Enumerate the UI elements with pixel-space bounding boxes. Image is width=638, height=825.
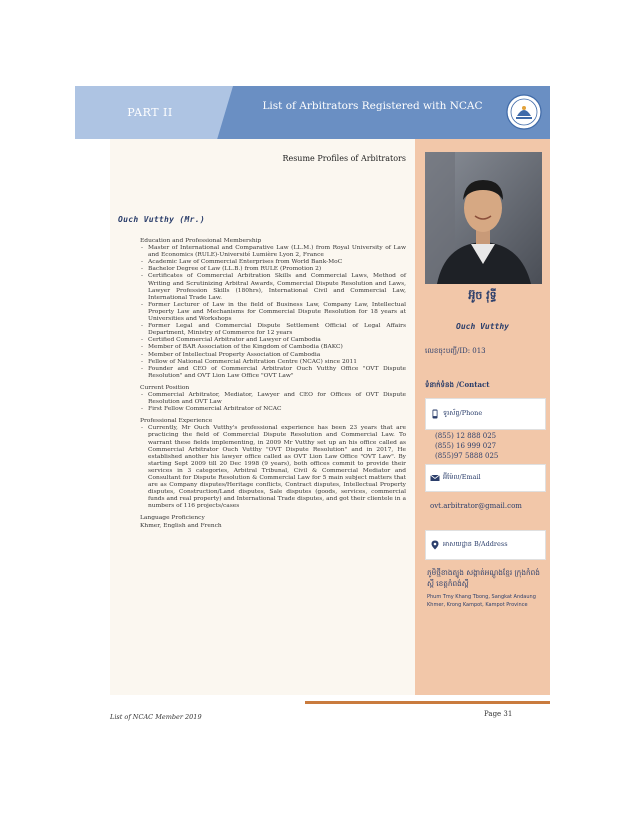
footer-divider [305,701,550,704]
address-khmer: ភូមិថ្មីខាងត្បូង សង្កាត់អណ្តូងខ្មែរ ក្រុងកំពង់ស្ពឺ ខេត្តកំពង់ស្ពឺ [427,568,540,588]
list-item: - Former Legal and Commercial Dispute Settlement Official of Legal Affairs Department, Ministry of Commerce for 12 years [148,323,406,337]
position-list [140,392,406,413]
list-item: - Academic Law of Commercial Enterprises from World Bank-MoC [148,259,406,266]
phone-label: ទូរស័ព្ទ/Phone [443,409,483,417]
phone-number[interactable]: (855) 16 999 027 [435,442,497,450]
phone-number[interactable]: (855)97 5888 025 [435,452,499,460]
list-item: - Certified Commercial Arbitrator and Lawyer of Cambodia [148,337,406,344]
education-list [140,245,406,380]
section-heading: Education and Professional Membership [140,238,262,244]
registration-id: លេខចុះបញ្ជី/ID: 013 [425,347,486,355]
list-item: - Former Lecturer of Law in the field of Business Law, Company Law, Intellectual Property Law and Mechanisms for Commercial Dispute Resolution for 18 years at Universities and Workshops [148,302,406,323]
footer-document-title: List of NCAC Member 2019 [110,713,202,721]
language-text: Khmer, English and French [140,522,222,529]
profile-photo [425,152,542,284]
phone-list [435,431,498,461]
list-item: - Certificates of Commercial Arbitration Skills and Commercial Laws, Method of Writing and Scrutinizing Arbitral Awards, Commercial Dispute Resolution and Laws, Lawyer Profession Skills (180hrs), International Civil and Commercial Law, International Trade Law. [148,273,406,301]
phone-number[interactable]: (855) 12 888 025 [435,432,497,440]
list-item: - Member of Intellectual Property Association of Cambodia [148,352,406,359]
list-item: - Fellow of National Commercial Arbitration Centre (NCAC) since 2011 [148,359,406,366]
resume-title: Resume Profiles of Arbitrators [282,154,406,163]
email-address[interactable]: ovt.arbitrator@gmail.com [430,502,522,510]
email-label-box [425,464,546,492]
address-label-box [425,530,546,560]
arbitrator-name-heading: Ouch Vutthy (Mr.) [118,215,205,224]
section-heading: Professional Experience [140,418,213,425]
phone-label-box [425,398,546,430]
section-language [140,515,406,529]
ncac-logo-icon [506,94,542,130]
phone-icon [430,409,440,419]
contact-heading: ទំនាក់ទំនង /Contact [425,380,490,389]
experience-list [140,425,406,510]
address-english: Phum Tmy Khang Tbong, Sangkat Andaung Khmer, Krong Kampot, Kampot Province [427,594,536,608]
section-heading: Current Position [140,384,190,391]
list-item: - Commercial Arbitrator, Mediator, Lawyer and CEO for Offices of OVT Dispute Resolution and OVT Law [148,392,406,406]
section-heading: Language Proficiency [140,515,205,522]
list-item: - Bachelor Degree of Law (LL.B.) from RULE (Promotion 2) [148,266,406,273]
page-number: Page 31 [484,710,513,718]
list-item: - First Fellow Commercial Arbitrator of NCAC [148,406,406,413]
section-current-position [140,385,406,413]
header-title: List of Arbitrators Registered with NCAC [262,100,483,112]
khmer-name: អ៊ូច វុទ្ធី [468,289,497,302]
location-pin-icon [430,540,440,550]
list-item: - Master of International and Comparative Law (LL.M.) from Royal University of Law and Economics (RULE)-Université Lumière Lyon 2, France [148,245,406,259]
part-label: PART II [127,106,173,119]
list-item: - Currently, Mr Ouch Vutthy's professional experience has been 23 years that are practicing the field of Commercial Dispute Resolution and Commercial Law. To warrant these fields implementing, in 2009 Mr Vutthy set up an his office called as Commercial Arbitrator Ouch Vutthy "OVT Dispute Resolution" and in 2017, He established another his lawyer office called as OVT Lion Law Office "OVT Law". By starting Sept 2009 till 20 Dec 1998 (9 years), both offices commit to provide their services in 3 categories, Arbitral Tribunal, Civil & Commercial Mediator and Consultant for Dispute Resolution & Commercial Law for 5 main subject matters that are as Company disputes/Heritage conflicts, Contract disputes, Intellectual Property disputes, Construction/Land disputes, Sale disputes (goods, services, commercial funds and real property) and International Trade disputes, and got their clientele in a numbers of 116 projects/cases [148,425,406,510]
email-label: អ៊ីម៉ែល/Email [443,473,481,481]
list-item: - Member of BAR Association of the Kingdom of Cambodia (BAKC) [148,344,406,351]
section-experience [140,418,406,510]
section-education [140,238,406,380]
address-label: អាសយដ្ឋាន B/Address [443,540,508,548]
resume-content [140,238,406,530]
email-icon [430,473,440,483]
list-item: - Founder and CEO of Commercial Arbitrator Ouch Vutthy Office "OVT Dispute Resolution" and OVT Lion Law Office "OVT Law" [148,366,406,380]
latin-name: Ouch Vutthy [456,322,509,331]
